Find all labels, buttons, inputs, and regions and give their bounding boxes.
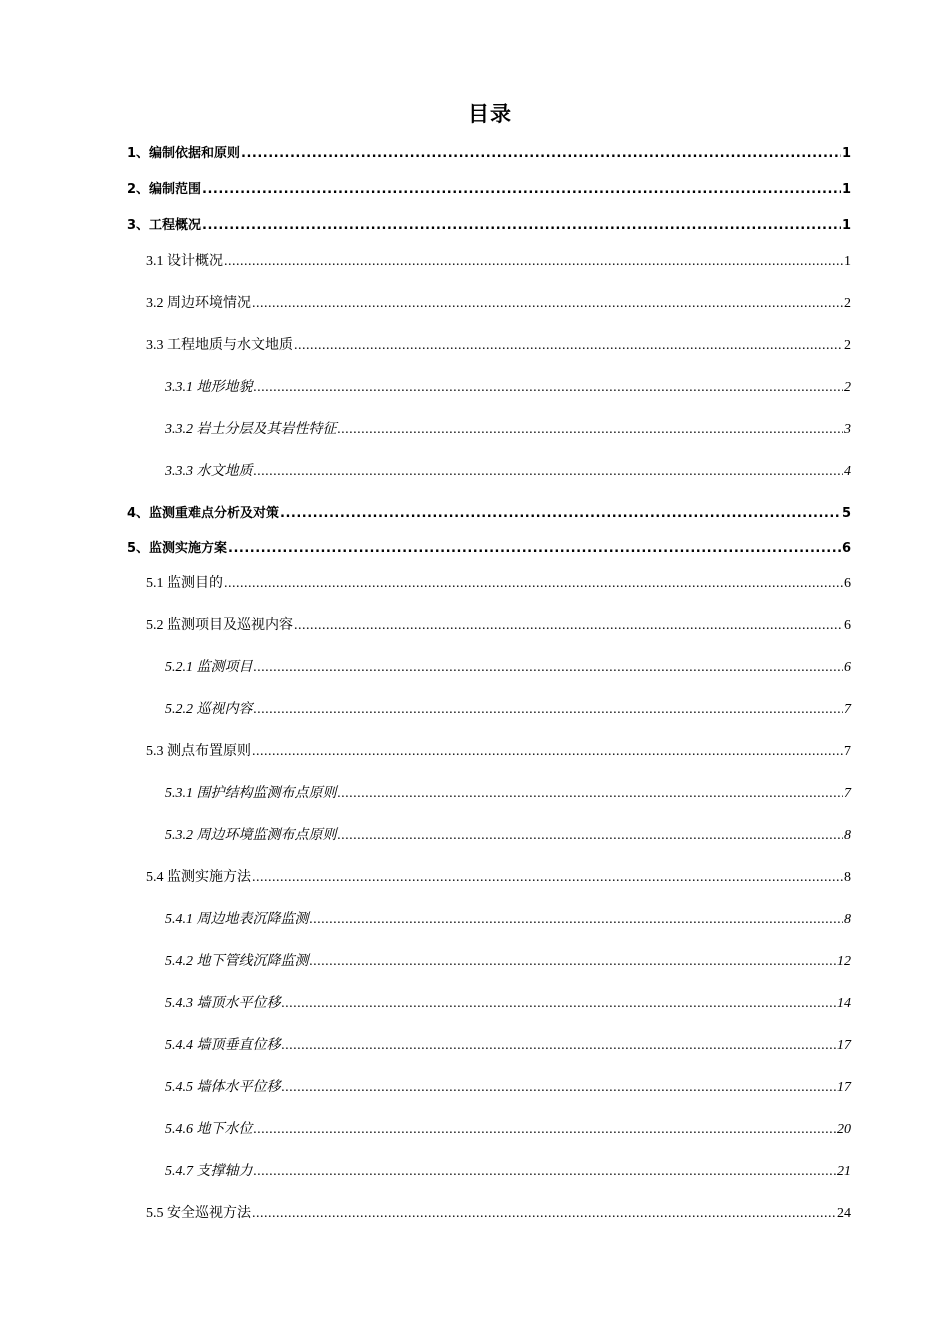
toc-entry[interactable]	[146, 1202, 851, 1224]
toc-dot-leader	[282, 996, 837, 1012]
toc-entry-text: 5.3 测点布置原则	[146, 744, 251, 759]
toc-dot-leader	[202, 218, 841, 233]
toc-entry-text: 5.2.1 监测项目	[165, 660, 253, 675]
toc-entry[interactable]	[165, 656, 851, 678]
toc-entry-page-number: 7	[844, 744, 851, 759]
toc-entry-page-number: 17	[837, 1038, 851, 1053]
toc-dot-leader	[254, 1164, 837, 1180]
toc-entry-text: 3.3.1 地形地貌	[165, 380, 253, 395]
toc-entry-page-number: 1	[841, 146, 851, 161]
toc-dot-leader	[241, 146, 841, 161]
toc-entry[interactable]	[165, 1034, 851, 1056]
toc-entry-page-number: 24	[837, 1206, 851, 1221]
toc-dot-leader	[202, 182, 841, 197]
toc-dot-leader	[294, 618, 843, 634]
toc-dot-leader	[282, 1038, 837, 1054]
toc-dot-leader	[338, 422, 844, 438]
toc-entry[interactable]	[165, 992, 851, 1014]
toc-entry-page-number: 8	[844, 912, 851, 927]
toc-entry[interactable]	[165, 1076, 851, 1098]
toc-entry-text: 3.3 工程地质与水文地质	[146, 338, 293, 353]
toc-entry-page-number: 21	[837, 1164, 851, 1179]
toc-dot-leader	[310, 954, 837, 970]
toc-entry-page-number: 6	[844, 576, 851, 591]
toc-entry-text: 5.5 安全巡视方法	[146, 1206, 251, 1221]
toc-dot-leader	[254, 380, 844, 396]
toc-entry[interactable]	[165, 1160, 851, 1182]
toc-entry-page-number: 12	[837, 954, 851, 969]
toc-entry-text: 2、编制范围	[127, 182, 202, 197]
toc-entry-text: 5.2 监测项目及巡视内容	[146, 618, 293, 633]
toc-entry[interactable]	[146, 572, 851, 594]
toc-dot-leader	[294, 338, 843, 354]
toc-entry[interactable]	[165, 1118, 851, 1140]
toc-entry-page-number: 1	[841, 182, 851, 197]
toc-entry-page-number: 17	[837, 1080, 851, 1095]
toc-entry[interactable]	[146, 250, 851, 272]
toc-entry[interactable]	[165, 698, 851, 720]
toc-entry[interactable]	[146, 740, 851, 762]
toc-dot-leader	[282, 1080, 837, 1096]
toc-entry-page-number: 8	[844, 870, 851, 885]
toc-entry-page-number: 2	[844, 338, 851, 353]
toc-entry-text: 3、工程概况	[127, 218, 202, 233]
toc-entry-text: 1、编制依据和原则	[127, 146, 241, 161]
toc-entry-text: 5.4.3 墙顶水平位移	[165, 996, 281, 1011]
toc-dot-leader	[254, 660, 844, 676]
toc-entry[interactable]	[127, 537, 851, 559]
toc-entry-page-number: 1	[844, 254, 851, 269]
toc-entry[interactable]	[146, 292, 851, 314]
toc-entry[interactable]	[165, 418, 851, 440]
toc-dot-leader	[254, 702, 844, 718]
toc-entry-text: 5.4.7 支撑轴力	[165, 1164, 253, 1179]
toc-entry[interactable]	[165, 782, 851, 804]
toc-entry[interactable]	[165, 824, 851, 846]
toc-entry-page-number: 7	[844, 786, 851, 801]
toc-entry[interactable]	[165, 950, 851, 972]
toc-dot-leader	[224, 576, 843, 592]
toc-entry-text: 5、监测实施方案	[127, 541, 228, 556]
toc-dot-leader	[224, 254, 843, 270]
toc-dot-leader	[252, 870, 843, 886]
toc-dot-leader	[338, 786, 844, 802]
toc-entry-text: 3.3.2 岩土分层及其岩性特征	[165, 422, 337, 437]
toc-entry-text: 5.4.1 周边地表沉降监测	[165, 912, 309, 927]
toc-entry-page-number: 7	[844, 702, 851, 717]
toc-entry-text: 5.3.1 围护结构监测布点原则	[165, 786, 337, 801]
toc-entry-text: 5.2.2 巡视内容	[165, 702, 253, 717]
toc-entry-page-number: 14	[837, 996, 851, 1011]
toc-entry-page-number: 6	[844, 660, 851, 675]
toc-entry-text: 5.4.5 墙体水平位移	[165, 1080, 281, 1095]
toc-entry-page-number: 6	[844, 618, 851, 633]
toc-entry[interactable]	[165, 376, 851, 398]
toc-entry-text: 5.4.4 墙顶垂直位移	[165, 1038, 281, 1053]
toc-dot-leader	[252, 1206, 836, 1222]
toc-dot-leader	[254, 1122, 837, 1138]
toc-entry[interactable]	[127, 214, 851, 236]
toc-entry-page-number: 4	[844, 464, 851, 479]
toc-entry-page-number: 3	[844, 422, 851, 437]
toc-entry-page-number: 1	[841, 218, 851, 233]
toc-entry[interactable]	[165, 460, 851, 482]
toc-entry-page-number: 5	[841, 506, 851, 521]
toc-entry[interactable]	[146, 614, 851, 636]
toc-entry-text: 3.1 设计概况	[146, 254, 223, 269]
toc-entry-text: 5.4.6 地下水位	[165, 1122, 253, 1137]
toc-entry-text: 4、监测重难点分析及对策	[127, 506, 280, 521]
toc-entry-page-number: 2	[844, 380, 851, 395]
toc-entry-text: 5.1 监测目的	[146, 576, 223, 591]
toc-entry-text: 5.4.2 地下管线沉降监测	[165, 954, 309, 969]
toc-dot-leader	[280, 506, 841, 521]
toc-dot-leader	[338, 828, 844, 844]
toc-entry-page-number: 6	[841, 541, 851, 556]
toc-dot-leader	[252, 744, 843, 760]
toc-dot-leader	[310, 912, 844, 928]
toc-entry-page-number: 8	[844, 828, 851, 843]
toc-entry[interactable]	[127, 502, 851, 524]
toc-entry-text: 3.3.3 水文地质	[165, 464, 253, 479]
toc-entry-page-number: 20	[837, 1122, 851, 1137]
toc-entry[interactable]	[127, 142, 851, 164]
toc-dot-leader	[228, 541, 841, 556]
toc-entry[interactable]	[146, 334, 851, 356]
toc-entry-page-number: 2	[844, 296, 851, 311]
toc-entry-text: 5.3.2 周边环境监测布点原则	[165, 828, 337, 843]
toc-entry-text: 3.2 周边环境情况	[146, 296, 251, 311]
toc-entry[interactable]	[127, 178, 851, 200]
toc-title: 目录	[468, 102, 512, 126]
toc-entry-text: 5.4 监测实施方法	[146, 870, 251, 885]
toc-dot-leader	[252, 296, 843, 312]
toc-entry[interactable]	[165, 908, 851, 930]
toc-entry[interactable]	[146, 866, 851, 888]
toc-dot-leader	[254, 464, 844, 480]
